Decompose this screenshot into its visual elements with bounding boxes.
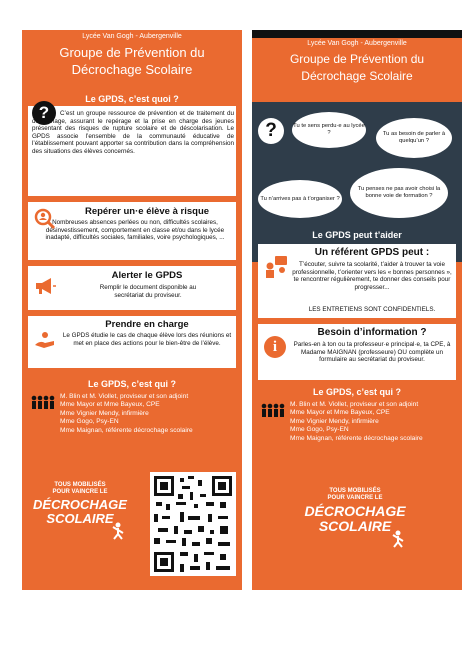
logo-line-4: SCOLAIRE — [318, 518, 392, 534]
logo-line-1: TOUS MOBILISÉS — [329, 488, 381, 494]
members-heading: Le GPDS, c’est qui ? — [258, 386, 456, 398]
title-line-1: Groupe de Prévention du — [289, 52, 425, 66]
referent-heading: Un référent GPDS peut : — [314, 247, 430, 258]
what-is-gpds-heading: Le GPDS, c’est quoi ? — [28, 92, 236, 106]
info-text: Parles-en à ton ou ta professeur·e principal·e, ta CPE, à Madame MAIGNAN (professeure) OU complète un formulaire au secrétariat du proviseur. — [293, 341, 451, 364]
logo-line-1: TOUS MOBILISÉS — [54, 482, 106, 488]
questions-area — [252, 102, 462, 262]
climber-figure — [390, 530, 406, 548]
question-icon: ? — [32, 101, 56, 125]
identify-student-heading: Repérer un·e élève à risque — [84, 206, 210, 217]
helping-hand-icon — [34, 330, 56, 355]
flyer-title — [252, 51, 462, 85]
info-heading: Besoin d’information ? — [317, 327, 427, 338]
megaphone-icon — [34, 276, 56, 301]
right-flyer — [252, 30, 462, 590]
title-line-2: Décrochage Scolaire — [301, 69, 413, 83]
question-bubble: Tu penses ne pas avoir choisi la bonne voie de formation ? — [350, 168, 448, 218]
what-is-gpds-card — [28, 92, 236, 196]
info-icon: i — [264, 336, 286, 358]
members-list — [60, 393, 238, 435]
title-line-2: Décrochage Scolaire — [71, 62, 193, 77]
logo-line-4: SCOLAIRE — [46, 511, 114, 526]
logo-line-3: DÉCROCHAGE — [304, 503, 406, 519]
school-name: Lycée Van Gogh - Aubergenville — [82, 33, 182, 40]
people-talking-icon — [264, 254, 288, 283]
member-item: M. Blin et M. Viollet, proviseur et son adjoint — [60, 393, 189, 400]
take-charge-text: Le GPDS étudie le cas de chaque élève lors des réunions et met en place des actions pour le bien-être de l’élève. — [62, 332, 232, 347]
member-item: Mme Vignier Mendy, infirmière — [60, 409, 149, 417]
confidential-note: LES ENTRETIENS SONT CONFIDENTIELS. — [308, 306, 436, 313]
member-item: M. Blin et M. Viollet, proviseur et son adjoint — [290, 401, 419, 408]
member-item: Mme Mayor et Mme Bayeux, CPE — [290, 409, 390, 417]
member-item: Mme Gogo, Psy-EN — [60, 418, 119, 426]
member-item: Mme Vignier Mendy, infirmière — [290, 417, 379, 425]
referent-text: T’écouter, suivre ta scolarité, t’aider à trouver ta voie professionnelle, t’orienter vers les « bonnes personnes », te rencontrer régulièrement, te donner des conseils pour progresser... — [292, 261, 452, 291]
qr-code[interactable] — [150, 472, 236, 576]
question-bubble: Tu as besoin de parler à quelqu’un ? — [376, 118, 452, 158]
members-list — [290, 401, 458, 443]
help-band: Le GPDS peut t’aider — [312, 230, 402, 240]
question-bubble: Tu n’arrives pas à t’organiser ? — [258, 180, 342, 218]
school-name: Lycée Van Gogh - Aubergenville — [307, 40, 407, 47]
referent-card — [258, 244, 456, 318]
logo-line-3: DÉCROCHAGE — [33, 497, 127, 512]
campaign-logo — [32, 478, 132, 558]
identify-student-card — [28, 202, 236, 260]
info-card — [258, 324, 456, 380]
group-icon — [30, 395, 56, 414]
take-charge-card — [28, 316, 236, 368]
climber-figure — [110, 522, 126, 540]
campaign-logo — [302, 484, 412, 568]
member-item: Mme Gogo, Psy-EN — [290, 426, 349, 434]
take-charge-heading: Prendre en charge — [105, 319, 189, 330]
group-icon — [260, 403, 286, 422]
alert-gpds-card — [28, 266, 236, 310]
member-item: Mme Mayor et Mme Bayeux, CPE — [60, 401, 160, 409]
alert-gpds-heading: Alerter le GPDS — [111, 270, 183, 281]
left-flyer — [22, 30, 242, 590]
member-item: Mme Maignan, référente décrochage scolaire — [60, 426, 193, 434]
logo-line-2: POUR VAINCRE LE — [52, 489, 108, 495]
flyer-title — [22, 44, 242, 78]
member-item: Mme Maignan, référente décrochage scolaire — [290, 434, 423, 442]
title-line-1: Groupe de Prévention du — [59, 45, 205, 60]
question-icon: ? — [258, 118, 284, 144]
logo-line-2: POUR VAINCRE LE — [327, 495, 383, 501]
identify-student-text: Nombreuses absences perlées ou non, difficultés scolaires, désinvestissement, comportement en classe et/ou dans le lycée inadapté, difficultés sociales, familiales, voire psychologiques, ... — [45, 219, 225, 242]
what-is-gpds-text: C’est un groupe ressource de prévention et de traitement du décrochage, assurant le repérage et la prise en charge des jeunes présentant des risques de rupture scolaire et de déscolarisation. Le GPDS associe l’ensemble de la communauté éducative de l’établissement pouvant apporter sa contribution dans la compréhension des situations des élèves concernés. — [32, 110, 234, 155]
alert-gpds-text: Remplir le document disponible au secrétariat du proviseur. — [99, 284, 197, 299]
question-bubble: Tu te sens perdu·e au lycée ? — [292, 112, 366, 148]
members-heading: Le GPDS, c’est qui ? — [28, 378, 236, 390]
